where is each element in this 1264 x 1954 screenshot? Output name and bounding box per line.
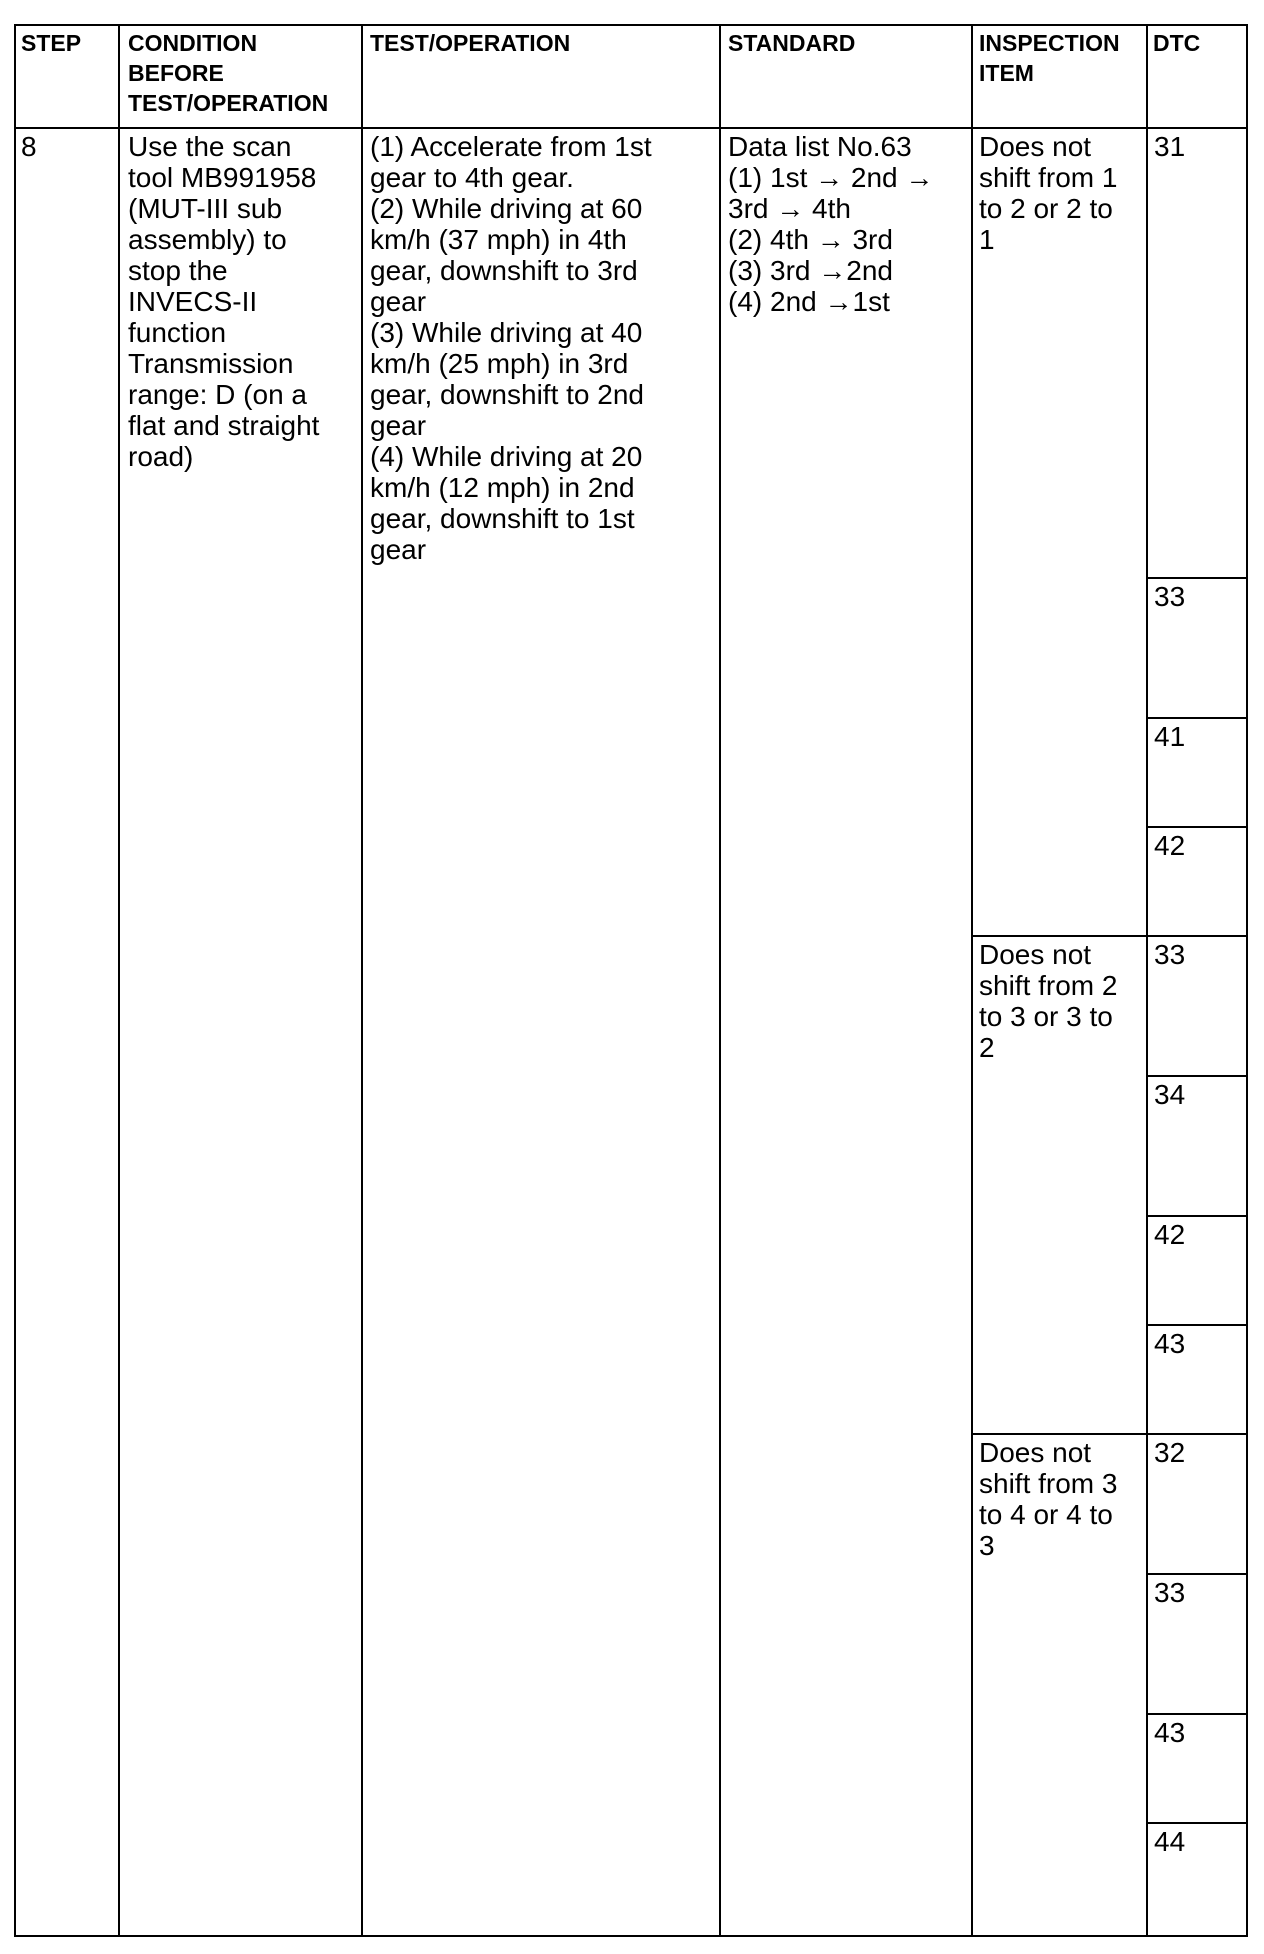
- condition-line: tool MB991958: [128, 162, 317, 193]
- header-standard: STANDARD: [728, 30, 856, 56]
- dtc-cell-divider: [1146, 1573, 1248, 1575]
- condition-line: function: [128, 317, 227, 348]
- inspection-item-3: [979, 1437, 1117, 1561]
- standard-line: 3rd → 4th: [728, 193, 851, 224]
- standard-line: (4) 2nd →1st: [728, 286, 890, 317]
- dtc-cell-divider: [1146, 717, 1248, 719]
- test-line: gear: [370, 534, 427, 565]
- inspection-line: to 4 or 4 to: [979, 1499, 1113, 1530]
- test-line: km/h (12 mph) in 2nd: [370, 472, 635, 503]
- condition-line: flat and straight: [128, 410, 320, 441]
- inspection-line: Does not: [979, 939, 1092, 970]
- inspection-line: 2: [979, 1032, 995, 1063]
- condition-line: stop the: [128, 255, 228, 286]
- header-inspection-line: INSPECTION: [979, 30, 1120, 56]
- test-operation-text: [370, 131, 652, 565]
- test-line: (1) Accelerate from 1st: [370, 131, 652, 162]
- inspection-item-1: [979, 131, 1117, 255]
- dtc-cell-divider: [1146, 1713, 1248, 1715]
- dtc-code: 43: [1154, 1717, 1186, 1748]
- column-divider: [118, 24, 120, 1937]
- inspection-group-divider: [971, 1433, 1248, 1435]
- dtc-cell-divider: [1146, 1324, 1248, 1326]
- column-divider: [361, 24, 363, 1937]
- inspection-line: Does not: [979, 131, 1092, 162]
- condition-line: Transmission: [128, 348, 294, 379]
- dtc-cell-divider: [1146, 1075, 1248, 1077]
- inspection-line: shift from 3: [979, 1468, 1118, 1499]
- dtc-code: 43: [1154, 1328, 1186, 1359]
- dtc-code: 33: [1154, 581, 1186, 612]
- inspection-line: 1: [979, 224, 995, 255]
- test-line: gear to 4th gear.: [370, 162, 574, 193]
- dtc-code: 32: [1154, 1437, 1186, 1468]
- dtc-code: 33: [1154, 1577, 1186, 1608]
- test-line: gear, downshift to 1st: [370, 503, 635, 534]
- condition-line: Use the scan: [128, 131, 292, 162]
- header-dtc: DTC: [1153, 30, 1201, 56]
- test-line: (4) While driving at 20: [370, 441, 643, 472]
- test-line: gear: [370, 286, 427, 317]
- condition-line: (MUT-III sub: [128, 193, 283, 224]
- header-step: STEP: [21, 30, 82, 56]
- inspection-line: shift from 1: [979, 162, 1118, 193]
- inspection-line: to 2 or 2 to: [979, 193, 1113, 224]
- header-condition: [128, 28, 328, 118]
- condition-text: [128, 131, 319, 472]
- standard-line: (1) 1st → 2nd →: [728, 162, 934, 193]
- dtc-cell-divider: [1146, 1822, 1248, 1824]
- dtc-code: 31: [1154, 131, 1186, 162]
- condition-line: road): [128, 441, 194, 472]
- dtc-cell-divider: [1146, 1215, 1248, 1217]
- column-divider: [971, 24, 973, 1937]
- dtc-code: 42: [1154, 1219, 1186, 1250]
- table-bottom-border: [14, 1935, 1248, 1937]
- dtc-code: 41: [1154, 721, 1186, 752]
- standard-line: Data list No.63: [728, 131, 912, 162]
- dtc-code: 42: [1154, 830, 1186, 861]
- dtc-cell-divider: [1146, 826, 1248, 828]
- dtc-code: 44: [1154, 1826, 1186, 1857]
- table-top-border: [14, 24, 1248, 26]
- inspection-line: shift from 2: [979, 970, 1118, 1001]
- test-line: gear, downshift to 3rd: [370, 255, 638, 286]
- inspection-line: 3: [979, 1530, 995, 1561]
- test-line: km/h (25 mph) in 3rd: [370, 348, 629, 379]
- column-divider: [1146, 24, 1148, 1937]
- header-inspection-line: ITEM: [979, 60, 1034, 86]
- header-condition-line: BEFORE: [128, 60, 224, 86]
- column-divider: [719, 24, 721, 1937]
- dtc-cell-divider: [1146, 577, 1248, 579]
- standard-line: (3) 3rd →2nd: [728, 255, 893, 286]
- dtc-code: 33: [1154, 939, 1186, 970]
- inspection-item-2: [979, 939, 1117, 1063]
- condition-line: INVECS-II: [128, 286, 258, 317]
- test-line: (2) While driving at 60: [370, 193, 643, 224]
- table-left-border: [14, 24, 16, 1937]
- test-line: (3) While driving at 40: [370, 317, 643, 348]
- header-test-operation: TEST/OPERATION: [370, 30, 571, 56]
- header-condition-line: CONDITION: [128, 30, 258, 56]
- standard-text: [728, 131, 933, 317]
- inspection-line: to 3 or 3 to: [979, 1001, 1113, 1032]
- condition-line: assembly) to: [128, 224, 287, 255]
- dtc-code: 34: [1154, 1079, 1186, 1110]
- test-line: gear, downshift to 2nd: [370, 379, 644, 410]
- test-line: km/h (37 mph) in 4th: [370, 224, 627, 255]
- table-right-border: [1246, 24, 1248, 1937]
- inspection-group-divider: [971, 935, 1248, 937]
- test-line: gear: [370, 410, 427, 441]
- header-inspection-item: [979, 28, 1120, 88]
- inspection-line: Does not: [979, 1437, 1092, 1468]
- condition-line: range: D (on a: [128, 379, 307, 410]
- step-number: 8: [21, 131, 37, 162]
- header-condition-line: TEST/OPERATION: [128, 90, 329, 116]
- header-bottom-border: [14, 127, 1248, 129]
- standard-line: (2) 4th → 3rd: [728, 224, 893, 255]
